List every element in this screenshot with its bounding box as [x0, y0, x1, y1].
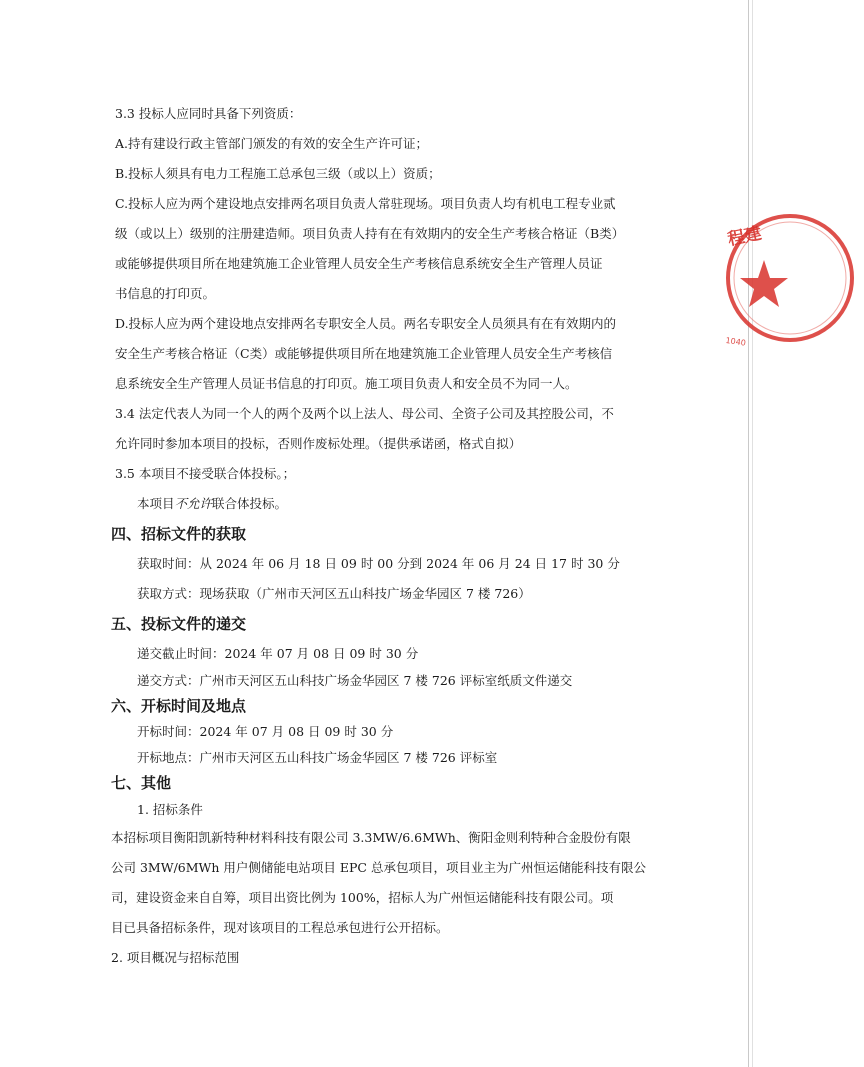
paragraph-line: 公司 3MW/6MWh 用户侧储能电站项目 EPC 总承包项目，项目业主为广州恒运储能科技有限公 [111, 860, 646, 875]
item-2-title: 2. 项目概况与招标范围 [111, 950, 240, 965]
section-heading-6: 六、开标时间及地点 [111, 697, 247, 715]
get-method: 获取方式：现场获取（广州市天河区五山科技广场金华园区 7 楼 726） [137, 586, 531, 601]
clause-3-5-note [137, 496, 287, 512]
note-text: 联合体投标。 [212, 496, 288, 511]
clause-3-3-c-line: 或能够提供项目所在地建筑施工企业管理人员安全生产考核信息系统安全生产管理人员证 [115, 256, 603, 271]
note-italic-text: 不允许 [174, 496, 213, 511]
clause-3-3-c-line: 书信息的打印页。 [115, 286, 216, 301]
official-seal-icon [724, 208, 864, 358]
clause-3-3-b: B.投标人须具有电力工程施工总承包三级（或以上）资质； [115, 166, 441, 181]
clause-3-3-a: A.持有建设行政主管部门颁发的有效的安全生产许可证； [115, 136, 429, 151]
paragraph-line: 司，建设资金来自自筹，项目出资比例为 100%，招标人为广州恒运储能科技有限公司。项 [111, 890, 614, 905]
clause-3-5: 3.5 本项目不接受联合体投标。； [115, 466, 296, 481]
paragraph-line: 目已具备招标条件，现对该项目的工程总承包进行公开招标。 [111, 920, 449, 935]
clause-3-3-c-line: C.投标人应为两个建设地点安排两名项目负责人常驻现场。项目负责人均有机电工程专业贰 [115, 196, 616, 211]
item-1-title: 1. 招标条件 [137, 802, 203, 817]
page-edge-line [752, 0, 753, 1067]
open-time: 开标时间：2024 年 07 月 08 日 09 时 30 分 [137, 724, 394, 739]
svg-text:程建: 程建 [726, 223, 764, 251]
paragraph-line: 本招标项目衡阳凯新特种材料科技有限公司 3.3MW/6.6MWh、衡阳金则利特种合金股份有限 [111, 830, 631, 845]
get-time: 获取时间：从 2024 年 06 月 18 日 09 时 00 分到 2024 年 06 月 24 日 17 时 30 分 [137, 556, 620, 571]
note-text: 本项目 [137, 496, 175, 511]
clause-3-3-c-line: 级（或以上）级别的注册建造师。项目负责人持有在有效期内的安全生产考核合格证（B类） [115, 226, 625, 241]
clause-3-3-d-line: 安全生产考核合格证（C类）或能够提供项目所在地建筑施工企业管理人员安全生产考核信 [115, 346, 613, 361]
clause-3-4-line: 3.4 法定代表人为同一个人的两个及两个以上法人、母公司、全资子公司及其控股公司，不 [115, 406, 614, 421]
section-heading-4: 四、招标文件的获取 [111, 525, 247, 543]
clause-3-3: 3.3 投标人应同时具备下列资质： [115, 106, 302, 121]
svg-text:1040: 1040 [724, 335, 747, 348]
section-heading-5: 五、投标文件的递交 [111, 615, 247, 633]
section-heading-7: 七、其他 [111, 774, 172, 792]
submit-method: 递交方式：广州市天河区五山科技广场金华园区 7 楼 726 评标室纸质文件递交 [137, 673, 573, 688]
page-edge-line [748, 0, 749, 1067]
clause-3-4-line: 允许同时参加本项目的投标，否则作废标处理。（提供承诺函，格式自拟） [115, 436, 522, 451]
clause-3-3-d-line: D.投标人应为两个建设地点安排两名专职安全人员。两名专职安全人员须具有在有效期内的 [115, 316, 617, 331]
open-place: 开标地点：广州市天河区五山科技广场金华园区 7 楼 726 评标室 [137, 750, 498, 765]
submit-deadline: 递交截止时间：2024 年 07 月 08 日 09 时 30 分 [137, 646, 419, 661]
clause-3-3-d-line: 息系统安全生产管理人员证书信息的打印页。施工项目负责人和安全员不为同一人。 [115, 376, 578, 391]
